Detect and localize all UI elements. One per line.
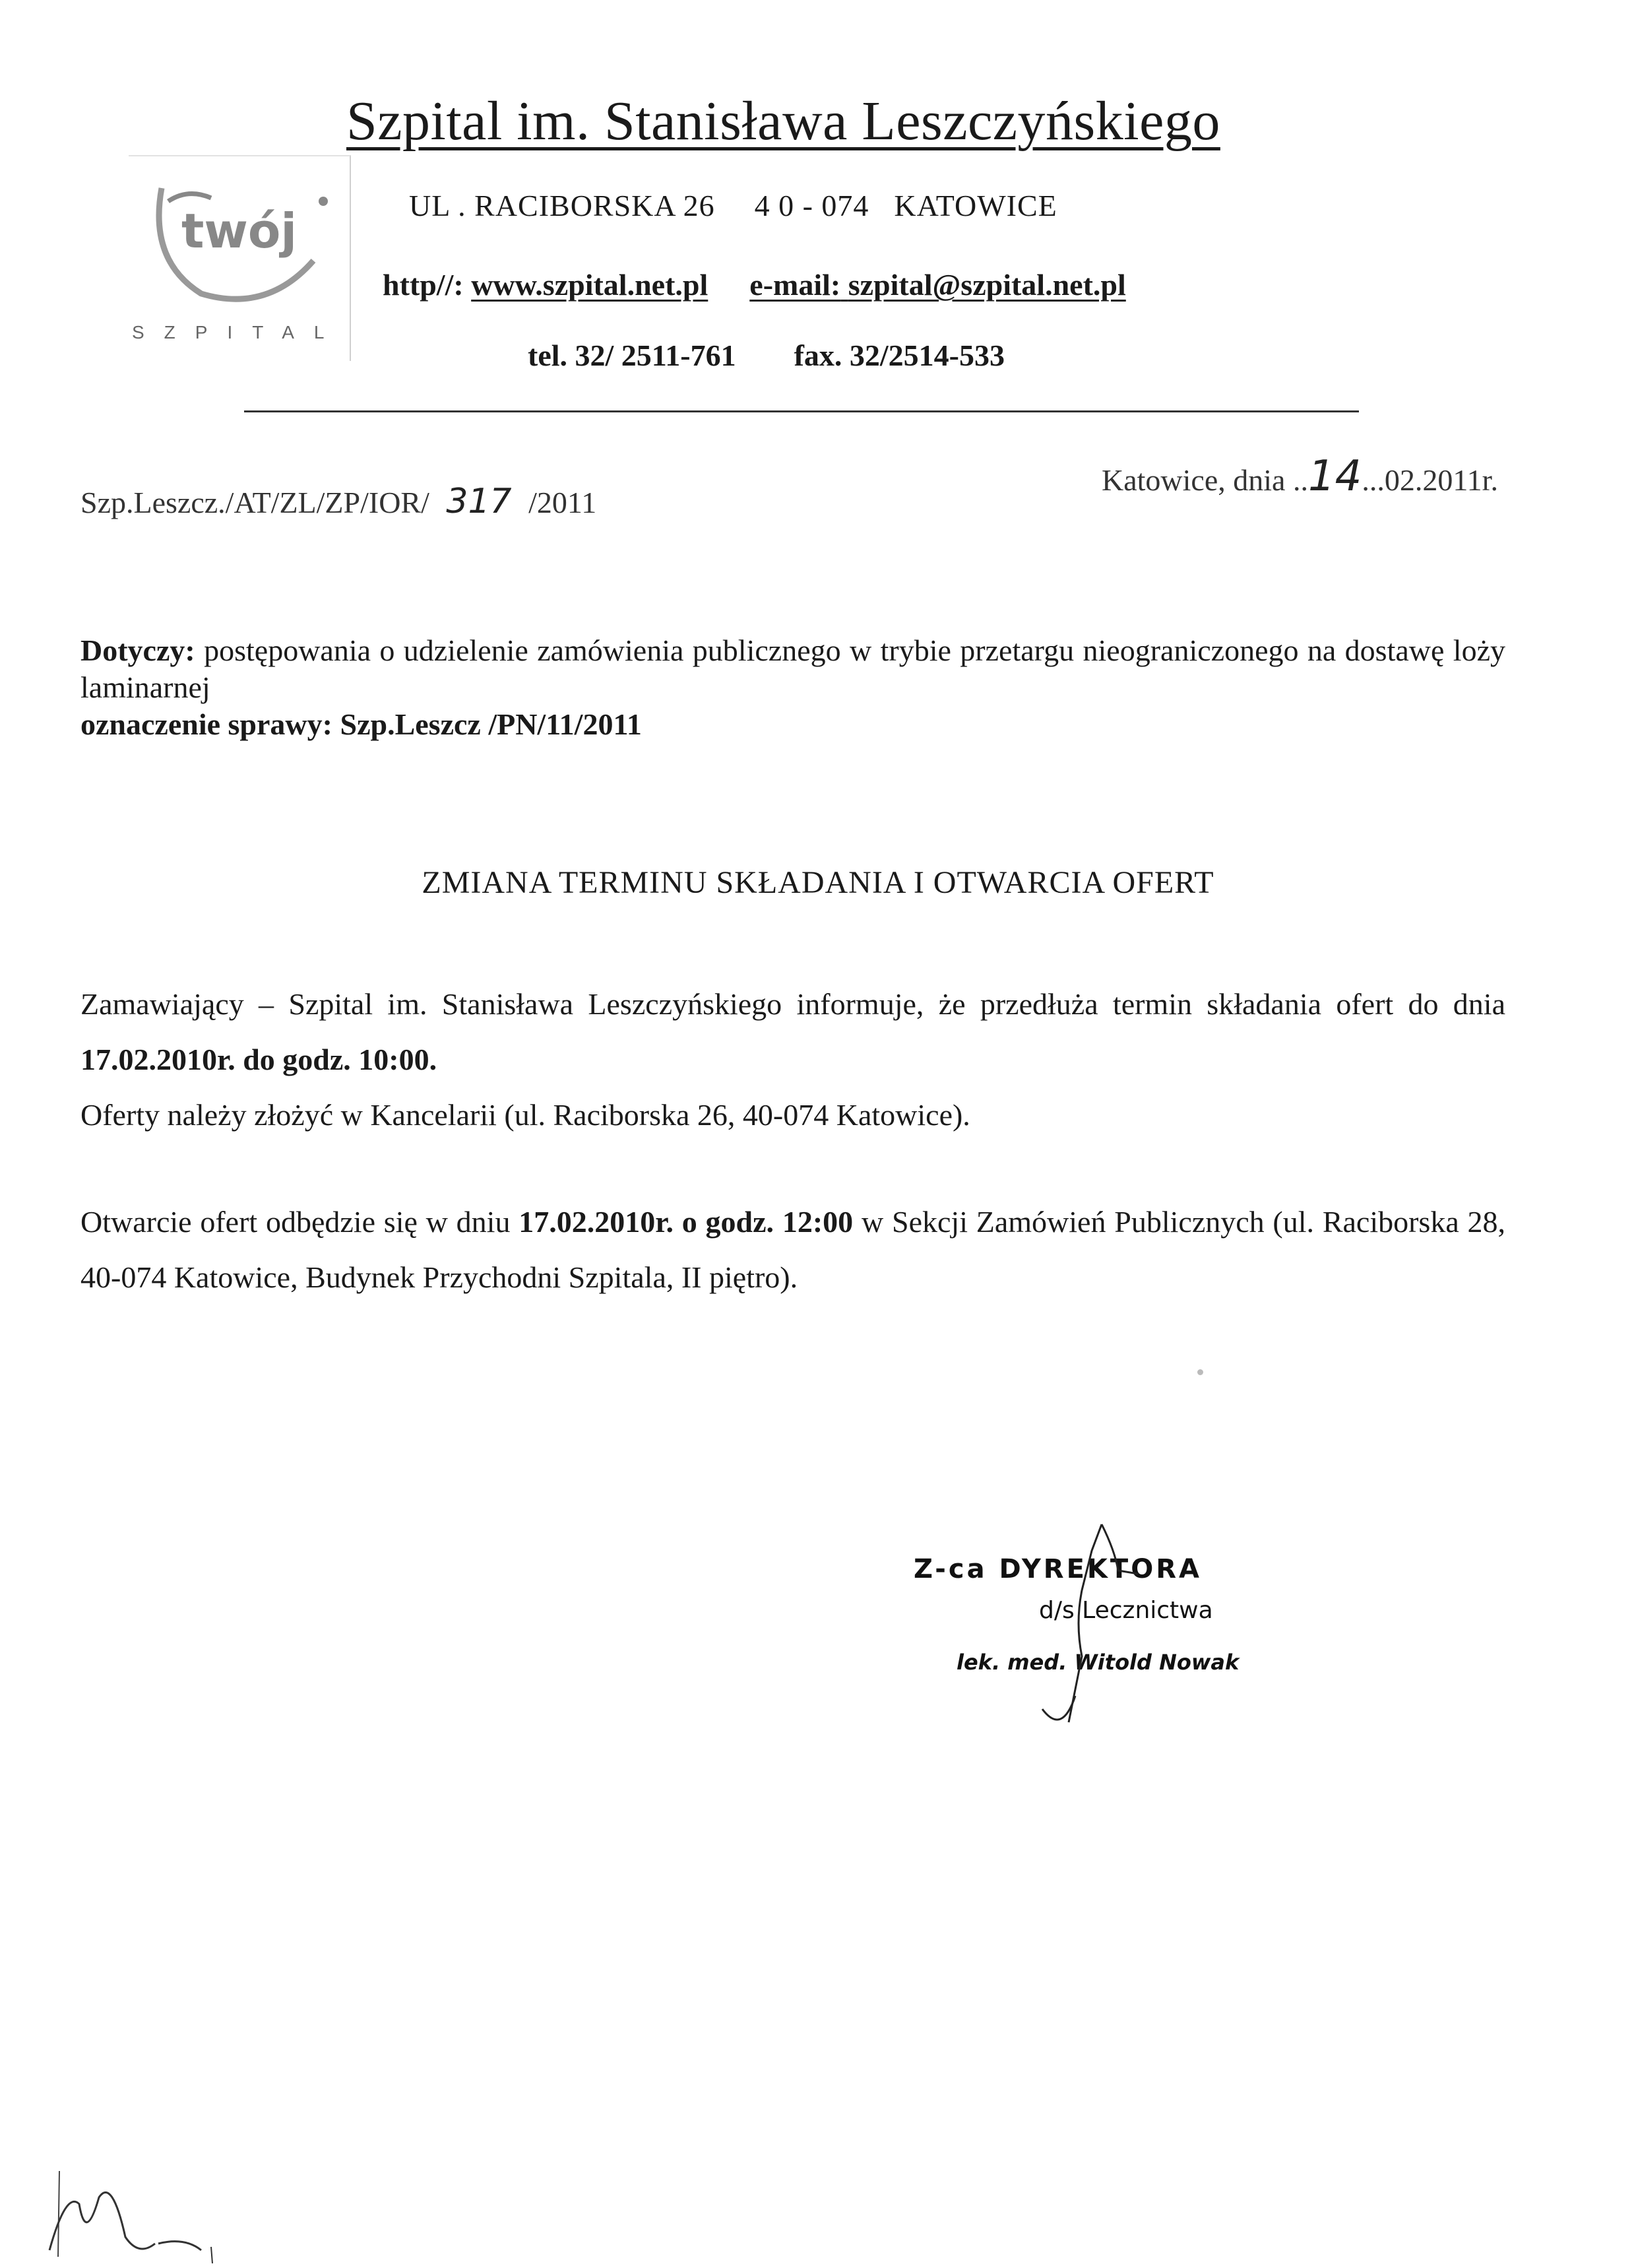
email-label: e-mail: <box>749 268 841 302</box>
header-divider <box>244 410 1359 412</box>
reference-prefix: Szp.Leszcz./AT/ZL/ZP/IOR/ <box>80 486 429 519</box>
city: KATOWICE <box>894 189 1057 222</box>
subject-label: Dotyczy: <box>80 633 195 667</box>
address-line <box>409 188 1057 223</box>
handwritten-signature <box>1003 1511 1174 1735</box>
reference-number <box>80 482 596 521</box>
logo-text: twój <box>181 203 298 259</box>
margin-initials <box>40 2164 237 2263</box>
submission-deadline: 17.02.2010r. do godz. 10:00. <box>80 1043 437 1076</box>
case-label: oznaczenie sprawy: <box>80 707 332 741</box>
web-url[interactable]: www.szpital.net.pl <box>471 268 708 302</box>
stamp-title: Z-ca DYREKTORA <box>914 1554 1202 1584</box>
paragraph2-text2: o godz. <box>681 1205 774 1239</box>
postcode: 4 0 - 074 <box>754 189 869 222</box>
street: UL . RACIBORSKA 26 <box>409 189 715 222</box>
reference-handwritten-number: 317 <box>446 482 512 521</box>
date-prefix: Katowice, dnia <box>1102 463 1286 497</box>
fax: fax. 32/2514-533 <box>794 339 1005 372</box>
subject-text: postępowania o udzielenie zamówienia publicznego w trybie przetargu nieograniczonego na dostawę loży laminarnej <box>80 633 1505 704</box>
reference-suffix: /2011 <box>528 486 597 519</box>
web-label: http//: <box>383 268 464 302</box>
subject-block <box>80 632 1505 743</box>
logo-caption: SZPITAL <box>132 322 344 342</box>
date-rest: .02.2011r. <box>1377 463 1498 497</box>
email-link[interactable] <box>749 268 1125 302</box>
phone: tel. 32/ 2511-761 <box>528 339 736 372</box>
document-date <box>1102 452 1498 501</box>
stamp-name: lek. med. Witold Nowak <box>957 1650 1240 1675</box>
paragraph-opening <box>80 1194 1505 1305</box>
contact-web-line <box>383 267 1126 302</box>
date-dots-after: .. <box>1362 463 1377 497</box>
case-number: Szp.Leszcz /PN/11/2011 <box>340 707 642 741</box>
paragraph1-line2: Oferty należy złożyć w Kancelarii (ul. Raciborska 26, 40-074 Katowice). <box>80 1098 970 1132</box>
date-handwritten-day: 14 <box>1307 452 1362 501</box>
hospital-name: Szpital im. Stanisława Leszczyńskiego <box>346 90 1220 152</box>
scan-speck <box>1197 1369 1203 1375</box>
contact-phone-line <box>528 338 1005 373</box>
paragraph-deadline <box>80 977 1505 1143</box>
date-dots-before: .. <box>1292 463 1308 497</box>
hospital-logo <box>148 162 340 320</box>
opening-time: 12:00 <box>782 1205 854 1239</box>
document-title: ZMIANA TERMINU SKŁADANIA I OTWARCIA OFERT <box>422 865 1214 900</box>
paragraph2-text1: Otwarcie ofert odbędzie się w dniu <box>80 1205 511 1239</box>
stamp-department: d/s Lecznictwa <box>1039 1597 1213 1624</box>
paragraph2-text3: w Sekcji Zamówień Publicznych (ul. Raciborska 28, 40-074 Katowice, Budynek Przychodni Szpitala, II piętro). <box>80 1205 1506 1294</box>
paragraph1-text: Zamawiający – Szpital im. Stanisława Leszczyńskiego informuje, że przedłuża termin składania ofert do dnia <box>80 987 1505 1021</box>
email-address: szpital@szpital.net.pl <box>848 268 1126 302</box>
opening-date: 17.02.2010r. <box>519 1205 674 1239</box>
